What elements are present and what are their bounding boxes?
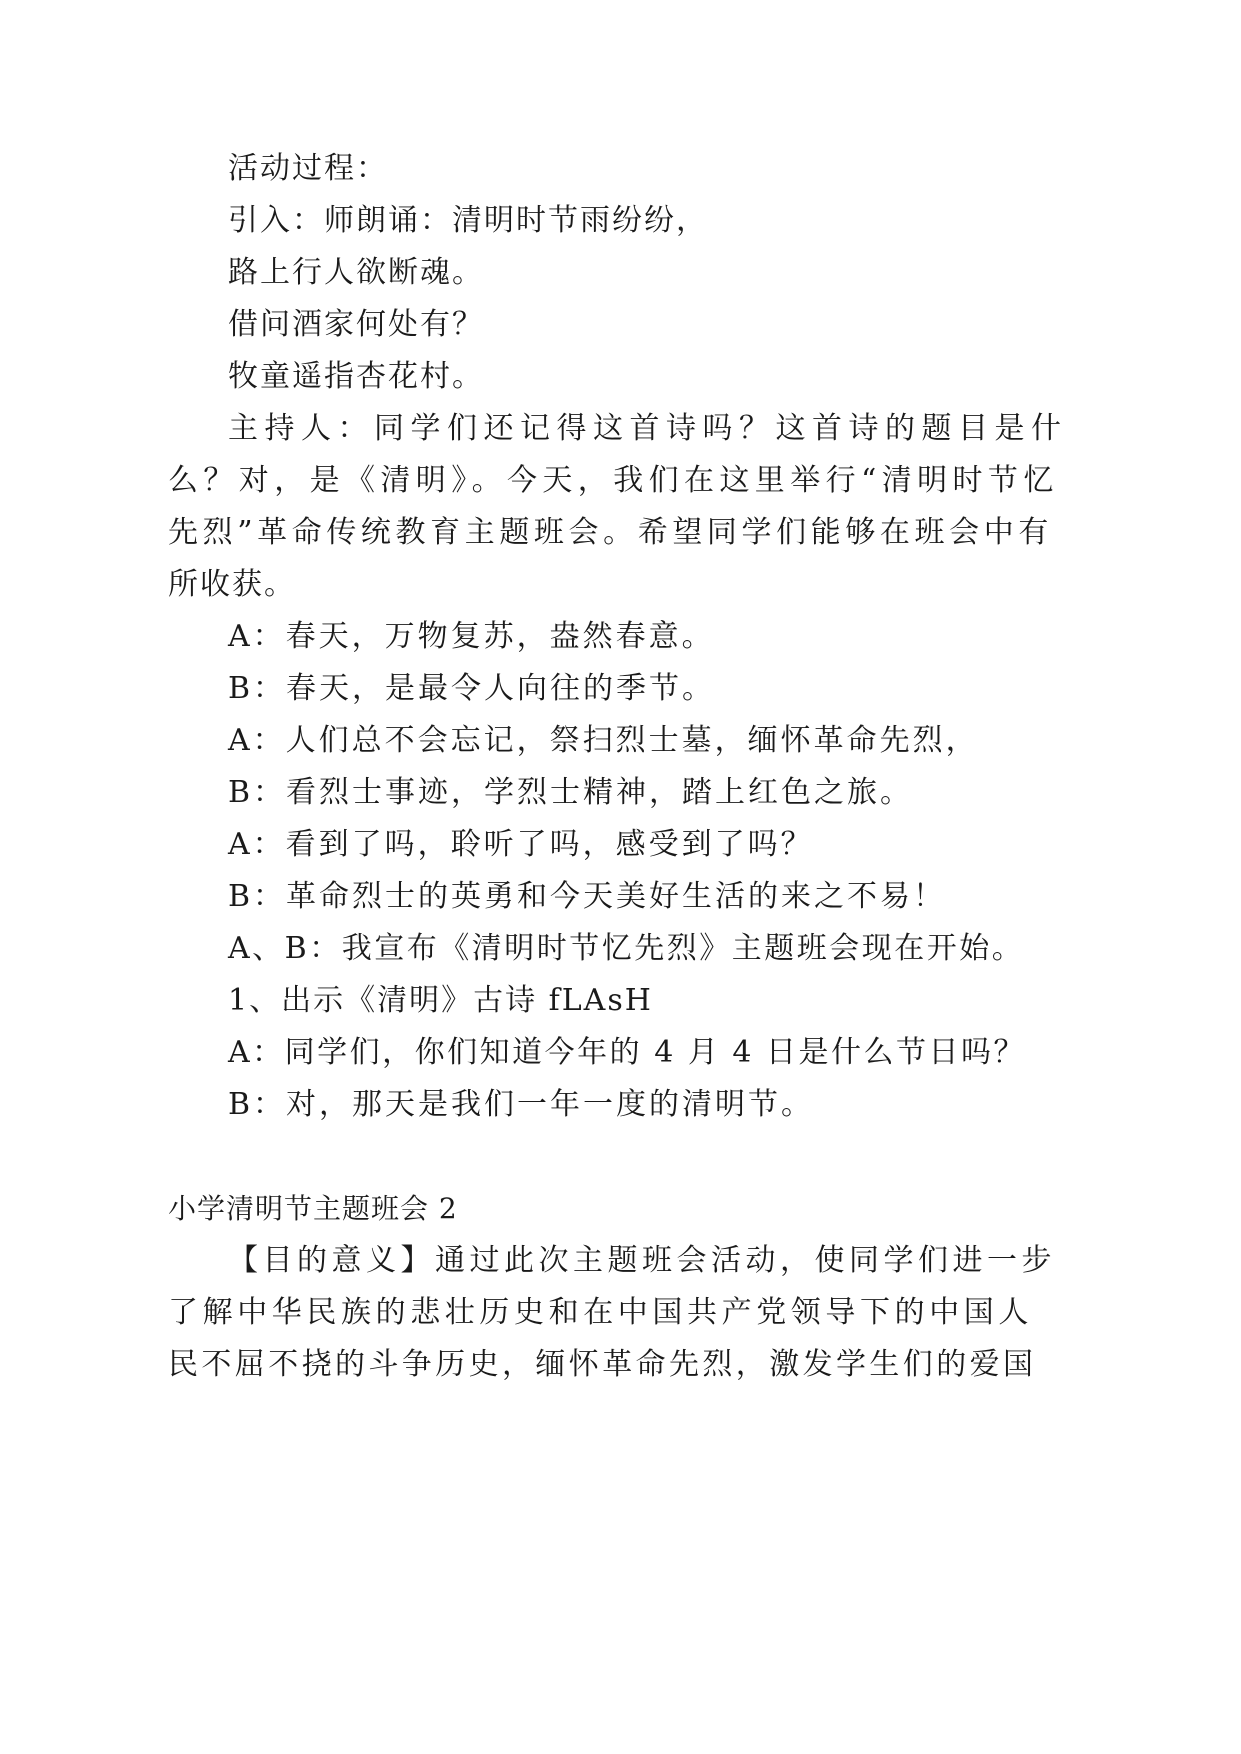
text-line: A：同学们，你们知道今年的 4 月 4 日是什么节日吗？: [228, 1035, 1026, 1070]
text-line: 引入：师朗诵：清明时节雨纷纷，: [228, 203, 708, 238]
text-line: A、B：我宣布《清明时节忆先烈》主题班会现在开始。: [228, 931, 1025, 966]
section-title: 小学清明节主题班会 2: [168, 1192, 458, 1225]
text-line: B：春天，是最令人向往的季节。: [228, 671, 716, 706]
text-line: A：看到了吗，聆听了吗，感受到了吗？: [228, 827, 814, 862]
text-line: A：人们总不会忘记，祭扫烈士墓，缅怀革命先烈，: [228, 723, 979, 758]
text-line: 么？对，是《清明》。今天，我们在这里举行“清明时节忆: [168, 463, 1059, 498]
text-line: A：春天，万物复苏，盎然春意。: [228, 619, 715, 654]
text-line: B：革命烈士的英勇和今天美好生活的来之不易！: [228, 879, 947, 914]
text-line: 牧童遥指杏花村。: [228, 359, 484, 394]
text-line: 主持人：同学们还记得这首诗吗？这首诗的题目是什: [228, 411, 1068, 446]
text-line: 1、出示《清明》古诗 fLAsH: [228, 983, 653, 1018]
text-line: 了解中华民族的悲壮历史和在中国共产党领导下的中国人: [168, 1295, 1033, 1330]
text-line: 借问酒家何处有？: [228, 307, 484, 342]
text-line: 所收获。: [168, 567, 296, 602]
text-line: 路上行人欲断魂。: [228, 255, 484, 290]
text-line: B：看烈士事迹，学烈士精神，踏上红色之旅。: [228, 775, 914, 810]
text-line: 【目的意义】通过此次主题班会活动，使同学们进一步: [228, 1243, 1056, 1278]
text-line: 民不屈不挠的斗争历史，缅怀革命先烈，激发学生们的爱国: [168, 1347, 1037, 1382]
text-line: 活动过程：: [228, 151, 388, 186]
text-line: B：对，那天是我们一年一度的清明节。: [228, 1087, 815, 1122]
text-line: 先烈”革命传统教育主题班会。希望同学们能够在班会中有: [168, 515, 1053, 550]
